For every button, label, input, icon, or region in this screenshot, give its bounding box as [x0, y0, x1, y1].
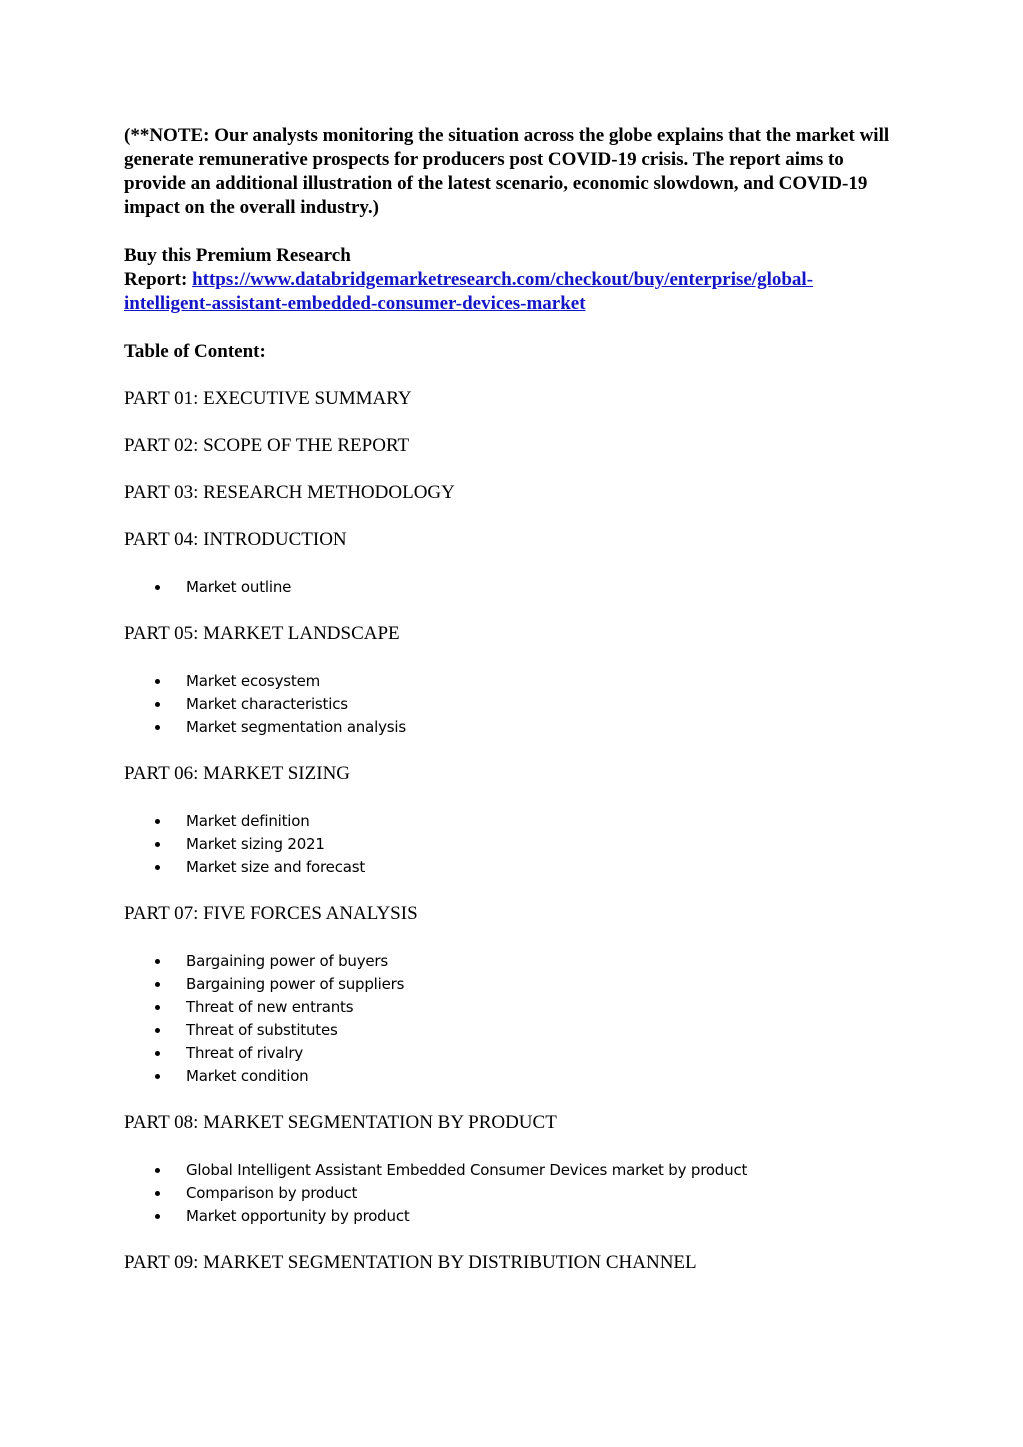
buy-report-paragraph	[124, 244, 904, 316]
buy-report-link-part1[interactable]: https://www.databridgemarketresearch.com/checkout/buy/enterprise/global-	[192, 269, 814, 290]
toc-part-heading: PART 09: MARKET SEGMENTATION BY DISTRIBUTION CHANNEL	[124, 1252, 697, 1273]
bullet-icon	[155, 959, 160, 964]
list-item: Market opportunity by product	[124, 1205, 904, 1228]
bullet-icon	[155, 1051, 160, 1056]
toc-list	[124, 387, 904, 1275]
list-item: Bargaining power of buyers	[124, 950, 904, 973]
bullet-icon	[155, 1191, 160, 1196]
list-item: Threat of new entrants	[124, 996, 904, 1019]
bullet-icon	[155, 725, 160, 730]
toc-part-heading: PART 03: RESEARCH METHODOLOGY	[124, 482, 455, 503]
list-item: Comparison by product	[124, 1182, 904, 1205]
list-item: Bargaining power of suppliers	[124, 973, 904, 996]
toc-bullet-list	[124, 576, 904, 599]
bullet-icon	[155, 679, 160, 684]
bullet-icon	[155, 1074, 160, 1079]
bullet-icon	[155, 819, 160, 824]
list-item: Market ecosystem	[124, 670, 904, 693]
buy-report-link[interactable]	[124, 269, 813, 314]
bullet-icon	[155, 1005, 160, 1010]
list-item: Market definition	[124, 810, 904, 833]
toc-part-heading: PART 01: EXECUTIVE SUMMARY	[124, 388, 412, 409]
list-item: Market segmentation analysis	[124, 716, 904, 739]
list-item: Threat of substitutes	[124, 1019, 904, 1042]
bullet-icon	[155, 1168, 160, 1173]
toc-bullet-list	[124, 670, 904, 739]
bullet-icon	[155, 1028, 160, 1033]
toc-bullet-list	[124, 950, 904, 1088]
bullet-icon	[155, 1214, 160, 1219]
list-item: Global Intelligent Assistant Embedded Consumer Devices market by product	[124, 1159, 904, 1182]
toc-bullet-list	[124, 810, 904, 879]
buy-report-label: Buy this Premium Research	[124, 245, 351, 266]
toc-title: Table of Content:	[124, 341, 266, 362]
toc-part-heading: PART 07: FIVE FORCES ANALYSIS	[124, 903, 418, 924]
list-item: Market characteristics	[124, 693, 904, 716]
list-item: Market outline	[124, 576, 904, 599]
list-item: Threat of rivalry	[124, 1042, 904, 1065]
toc-part-heading: PART 08: MARKET SEGMENTATION BY PRODUCT	[124, 1112, 557, 1133]
buy-report-link-part2[interactable]: intelligent-assistant-embedded-consumer-devices-market	[124, 293, 586, 314]
bullet-icon	[155, 585, 160, 590]
bullet-icon	[155, 702, 160, 707]
report-label: Report:	[124, 269, 188, 290]
toc-part-heading: PART 04: INTRODUCTION	[124, 529, 347, 550]
toc-part-heading: PART 05: MARKET LANDSCAPE	[124, 623, 400, 644]
bullet-icon	[155, 865, 160, 870]
toc-part-heading: PART 02: SCOPE OF THE REPORT	[124, 435, 410, 456]
covid-note: (**NOTE: Our analysts monitoring the situation across the globe explains that the market will generate remunerative prospects for producers post COVID-19 crisis. The report aims to provide an additional illustration of the latest scenario, economic slowdown, and COVID-19 impact on the overall industry.)	[124, 125, 890, 218]
toc-bullet-list	[124, 1159, 904, 1228]
document-page	[124, 124, 904, 1275]
bullet-icon	[155, 982, 160, 987]
bullet-icon	[155, 842, 160, 847]
toc-part-heading: PART 06: MARKET SIZING	[124, 763, 351, 784]
list-item: Market size and forecast	[124, 856, 904, 879]
list-item: Market condition	[124, 1065, 904, 1088]
list-item: Market sizing 2021	[124, 833, 904, 856]
